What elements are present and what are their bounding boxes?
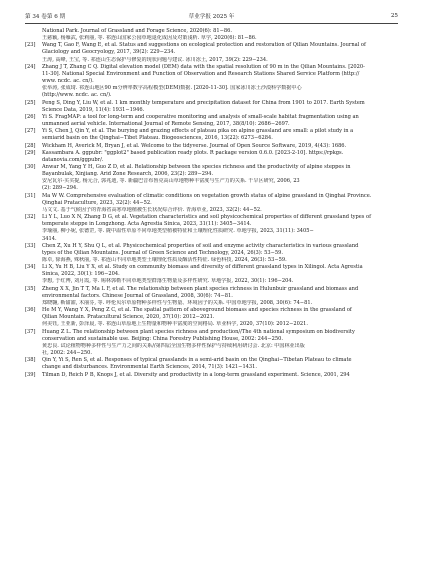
reference-entry	[25, 372, 398, 379]
journal-year: 草业学报 2025 年	[188, 14, 235, 20]
reference-number: [23]	[25, 42, 36, 49]
reference-text	[42, 286, 398, 307]
reference-line: National Park. Journal of Grassland and Forage Science, 2020(6): 81−86.	[42, 28, 232, 34]
reference-number: [33]	[25, 242, 36, 249]
reference-line: Huang Z L. The relationship between plant species richness and production//The 4th national symposium on biodiversity	[42, 328, 355, 335]
reference-line: 社, 2002: 244−250.	[42, 350, 92, 357]
reference-entry	[25, 100, 398, 114]
reference-line: Peng S, Ding Y, Liu W, et al. 1 km monthly temperature and precipitation dataset for China from 1901 to 2017. Earth System	[42, 99, 365, 106]
reference-line: Bayanbulak, Xinjiang. Arid Zone Research, 2006, 23(2): 289−294.	[42, 171, 214, 178]
reference-line: Wang T, Gao F, Wang E, et al. Status and suggestions on ecological protection and restoration of Qilian Mountains. Journal of	[42, 42, 366, 49]
reference-number	[25, 28, 42, 42]
reference-number: [39]	[25, 371, 36, 378]
reference-text	[42, 143, 398, 150]
reference-line: He M Y, Wang Y X, Peng Z C, et al. The spatial pattern of aboveground biomass and species richness in the grassland of	[42, 307, 352, 314]
reference-text	[42, 150, 398, 164]
reference-line: Anwar M, Yang Y H, Guo Z D, et al. Relationship between the species richness and the productivity of alpine steppes in	[42, 163, 351, 170]
reference-line: 李想, 于红博, 刘月霞, 等. 锡林郭勒不同草地类型群落生物量及多样性研究. 草地学报, 2022, 30(1): 196−204.	[42, 278, 294, 285]
reference-line: Glaciology and Geocryology, 2017, 39(2): 229−234.	[42, 49, 176, 56]
reference-number: [28]	[25, 142, 36, 149]
reference-entry	[25, 28, 398, 42]
reference-line: 王慈颖, 杨雁武, 张莉丽, 等. 祁连山国家公园草地退化成因及对策浅析. 草学, 2020(6): 81−86.	[42, 35, 257, 42]
reference-line: 王涛, 高峰, 王宝, 等. 祁连山生态保护与修复的现状问题与建议. 冰川冻土, 2017, 39(2): 229−234.	[42, 56, 268, 63]
reference-line: Qilian Mountain. Pratacultural Science, 2020, 37(10): 2012−2021.	[42, 314, 215, 321]
reference-line: Science Data, 2019, 11(4): 1931−1946.	[42, 106, 145, 113]
reference-entry	[25, 193, 398, 214]
reference-number: [31]	[25, 192, 36, 199]
reference-line: Li X, Yu H B, Liu Y X, et al. Study on community biomass and diversity of different grassland types in Xilingol. Acta Agrestia	[42, 264, 363, 271]
reference-line: 李瑜丽, 柳小妮, 张德罡, 等. 陇中温性草原不同草地类型植被特征和土壤理化性质研究. 草地学报, 2023, 31(11): 3405−	[42, 228, 314, 235]
reference-entry	[25, 264, 398, 285]
reference-entry	[25, 42, 398, 63]
reference-line: 黄忠良. 试论植物物种多样性与生产力之间的关系//第四届全国生物多样性保护与持续利用研讨会. 北京: 中国林业出版	[42, 342, 305, 349]
reference-line: environmental factors. Chinese Journal of Grassland, 2008, 30(6): 74−81.	[42, 292, 233, 299]
reference-line: Yi S, Chen J, Qin Y, et al. The burying and grazing effects of plateau pika on alpine grassland are small: a pilot study in a	[42, 128, 354, 135]
header-rule	[25, 23, 398, 24]
reference-text	[42, 214, 398, 243]
reference-text	[42, 164, 398, 193]
reference-text	[42, 264, 398, 285]
reference-number: [25]	[25, 99, 36, 106]
reference-line: 郑晓翾, 靳甜甜, 木丽芬, 等. 呼伦贝尔草原物种多样性与生物量、环境因子的关系. 中国草地学报, 2008, 30(6): 74−81.	[42, 299, 313, 306]
reference-line: (http://www. ncdc. ac. cn/).	[42, 92, 112, 99]
reference-entry	[25, 128, 398, 142]
reference-line: 3414.	[42, 235, 57, 242]
reference-line: 张举涛, 张成琦. 祁连山地区90 m分辨率数字高程模型(DEM)数据. [2020-11-30]. 国家冰川冻土沙漠科学数据中心	[42, 85, 302, 92]
reference-entry	[25, 114, 398, 128]
reference-line: Chen Z, Xu H Y, Shu Q L, et al. Physicochemical properties of soil and enzyme activity characteristics in various grassland	[42, 242, 359, 249]
reference-line: temperate steppe in Longzhong. Acta Agrestia Sinica, 2023, 31(11): 3405−3414.	[42, 221, 252, 228]
reference-text	[42, 64, 398, 100]
reference-text	[42, 357, 398, 371]
reference-line: (2): 289−294.	[42, 185, 78, 192]
reference-text	[42, 42, 398, 63]
reference-line: 11-30]. National Special Environment and Function of Observation and Research Stations Shared Service Platform (http://	[42, 70, 360, 77]
reference-number: [26]	[25, 113, 36, 120]
reference-line: Li Y L, Luo X N, Zhang D G, et al. Vegetation characteristics and soil physicochemical properties of different grassland types of	[42, 214, 371, 221]
reference-line: 何美钰, 王亚新, 彭泽晨, 等. 祁连山草原地上生物量和物种丰富度的空间格局. 草业科学, 2020, 37(10): 2012−2021.	[42, 321, 309, 328]
reference-line: conservation and sustainable use. Beijing: China Forestry Publishing House, 2002: 244−250.	[42, 335, 284, 342]
reference-text	[42, 100, 398, 114]
reference-entry	[25, 329, 398, 358]
reference-line: unmanned aerial vehicle. International Journal of Remote Sensing, 2017, 38(8/10): 2686−2697.	[42, 121, 290, 128]
reference-line: Zhang J T, Zhang C Q. Digital elevation model (DEM) data with the spatial resolution of 90 m in the Qilian Mountains. [2020-	[42, 63, 365, 70]
reference-entry	[25, 214, 398, 243]
reference-number: [30]	[25, 163, 36, 170]
reference-line: Sinica, 2022, 30(1): 196−204.	[42, 271, 120, 278]
reference-line: Qin Y, Yi S, Ren S, et al. Responses of typical grasslands in a semi-arid basin on the Qinghai−Tibetan Plateau to climate	[42, 357, 352, 364]
reference-entry	[25, 243, 398, 264]
reference-list	[25, 28, 398, 379]
reference-line: Tilman D, Reich P B, Knops J, et al. Diversity and productivity in a long-term grassland experiment. Science, 2001, 294	[42, 371, 350, 378]
reference-text	[42, 114, 398, 128]
reference-line: types of the Qilian Mountains. Journal of Green Science and Technology, 2024, 26(3): 53−59.	[42, 249, 283, 256]
reference-line: 马文文. 基于气候因子的青海省高寒草地植被生长状况综合评价. 青海草业, 2023, 32(2): 44−52.	[42, 206, 262, 213]
reference-line: change and disturbances. Environmental Earth Sciences, 2014, 71(3): 1421−1431.	[42, 364, 258, 371]
reference-entry	[25, 150, 398, 164]
reference-number: [37]	[25, 328, 36, 335]
reference-text	[42, 329, 398, 358]
reference-line: datanovia.com/ggpubr/.	[42, 156, 104, 163]
reference-line: 陈卓, 徐海燕, 殊秋丽, 等. 祁连山不同草地类型土壤理化性质及酶活性特征. 绿色科技, 2024, 26(3): 53−59.	[42, 257, 287, 263]
reference-entry	[25, 286, 398, 307]
reference-text	[42, 372, 398, 379]
reference-number: [27]	[25, 128, 36, 135]
reference-text	[42, 128, 398, 142]
reference-line: Kassambara A. ggpubr: "ggplot2" based publication ready plots. R package version 0.6.0. [2023-2-10]. https://rpkgs.	[42, 149, 344, 156]
reference-entry	[25, 307, 398, 328]
reference-line: 安尼瓦尔·买买提, 杨元合, 郭兆迪, 等. 新疆巴音布鲁克高山草地物种丰富度与生产力的关系. 干旱区研究, 2006, 23	[42, 178, 300, 185]
reference-line: Wickham H, Averick M, Bryan J, et al. Welcome to the tidyverse. Journal of Open Source Software, 2019, 4(43): 1686.	[42, 142, 347, 149]
page-number: 25	[390, 13, 398, 19]
reference-text	[42, 243, 398, 264]
reference-line: Zheng X X, Jin T T, Ma L F, et al. The relationship between plant species richness in Hulunbuir grassland and biomass and	[42, 285, 359, 292]
reference-line: Yi S. FragMAP: a tool for long-term and cooperative monitoring and analysis of small-scale habitat fragmentation using an	[42, 113, 359, 120]
reference-entry	[25, 143, 398, 150]
reference-number: [36]	[25, 307, 36, 314]
volume-info: 第 34 卷第 6 期	[25, 14, 66, 20]
reference-entry	[25, 357, 398, 371]
reference-number: [35]	[25, 285, 36, 292]
running-header	[25, 10, 398, 22]
reference-number: [24]	[25, 63, 36, 70]
reference-entry	[25, 164, 398, 193]
reference-number: [29]	[25, 149, 36, 156]
reference-line: www. ncdc. ac. cn/).	[42, 78, 94, 85]
reference-number: [38]	[25, 357, 36, 364]
reference-line: Ma W W. Comprehensive evaluation of climatic conditions on vegetation growth status of alpine grassland in Qinghai Province.	[42, 192, 372, 199]
reference-number: [34]	[25, 264, 36, 271]
reference-text	[42, 193, 398, 214]
reference-number: [32]	[25, 214, 36, 221]
reference-text	[42, 28, 398, 42]
reference-entry	[25, 64, 398, 100]
reference-text	[42, 307, 398, 328]
reference-line: Qinghai Prataculture, 2023, 32(2): 44−52.	[42, 199, 152, 206]
reference-line: semiarid basin on the Qinghai−Tibet Plateau. Biogeosciences, 2016, 13(22): 6273−6284.	[42, 135, 273, 142]
